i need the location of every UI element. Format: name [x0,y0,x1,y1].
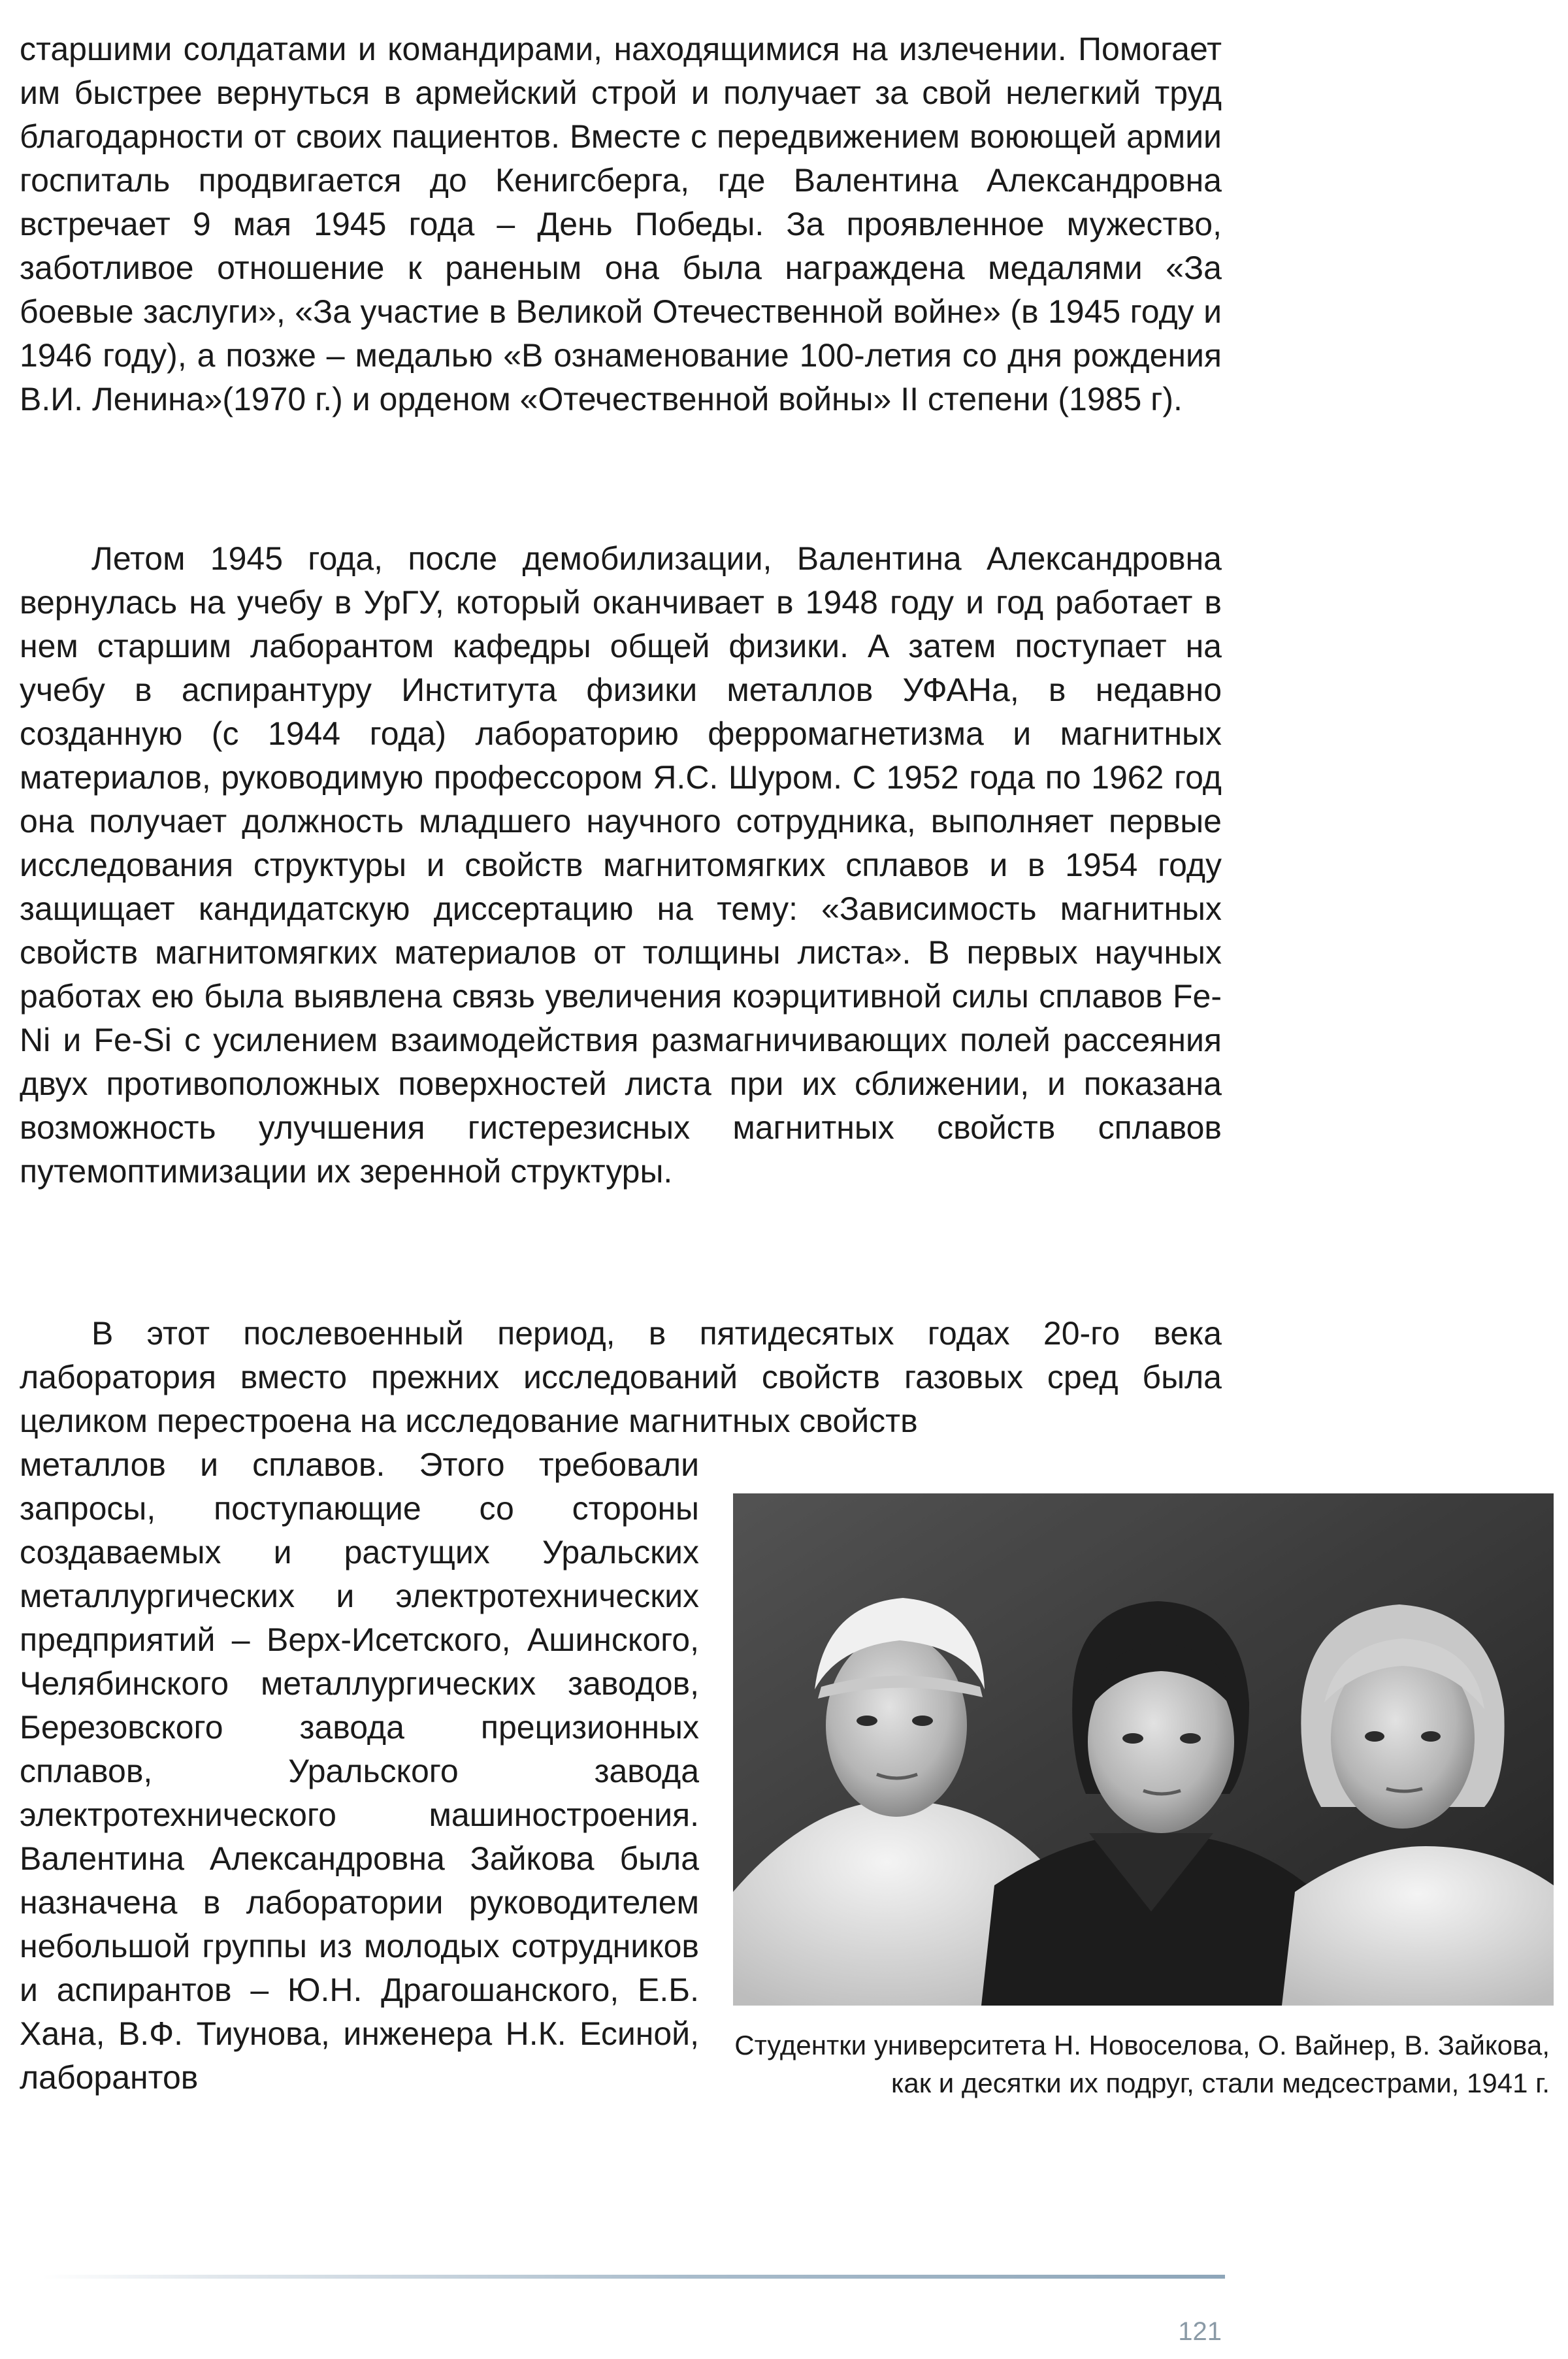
body-paragraph-1: старшими солдатами и командирами, находящимися на излечении. Помогает им быстрее вернуться в армейский строй и получает за свой нелегкий труд благодарности от своих пациентов. Вместе с передвижением воюющей армии госпиталь продвигается до Кенигсберга, где Валентина Александровна встречает 9 мая 1945 года – День Победы. За проявленное мужество, заботливое отношение к раненым она была награждена медалями «За боевые заслуги», «За участие в Великой Отечественной войне» (в 1945 году и 1946 году), а позже – медалью «В ознаменование 100-летия со дня рождения В.И. Ленина»(1970 г.) и орденом «Отечественной войны» II степени (1985 г). [20,31,1222,417]
page-number: 121 [1178,2317,1222,2346]
body-paragraph-3: В этот послевоенный период, в пятидесятых годах 20-го века лаборатория вместо прежних исследований свойств газовых сред была целиком перестроена на исследование магнитных свойств [20,1315,1222,1439]
body-paragraph-4: металлов и сплавов. Этого требовали запросы, поступающие со стороны создаваемых и растущих Уральских металлургических и электротехнических предприятий – Верх-Исетского, Ашинского, Челябинского металлургических заводов, Березовского завода прецизионных сплавов, Уральского завода электротехнического машиностроения. Валентина Александровна Зайкова была назначена в лаборатории руководителем небольшой группы из молодых сотрудников и аспирантов – Ю.Н. Драгошанского, Е.Б. Хана, В.Ф. Тиунова, инженера Н.К. Есиной, лаборантов [20,1446,699,2096]
photo-caption: Студентки университета Н. Новоселова, О. Вайнер, В. Зайкова, как и десятки их подруг, стали медсестрами, 1941 г. [734,2030,1550,2098]
footer-rule [42,2275,1225,2279]
body-paragraph-2: Летом 1945 года, после демобилизации, Валентина Александровна вернулась на учебу в УрГУ, который оканчивает в 1948 году и год работает в нем старшим лаборантом кафедры общей физики. А затем поступает на учебу в аспирантуру Института физики металлов УФАНа, в недавно созданную (с 1944 года) лабораторию ферромагнетизма и магнитных материалов, руководимую профессором Я.С. Шуром. С 1952 года по 1962 год она получает должность младшего научного сотрудника, выполняет первые исследования структуры и свойств магнитомягких сплавов и в 1954 году защищает кандидатскую диссертацию на тему: «Зависимость магнитных свойств магнитомягких материалов от толщины листа». В первых научных работах ею была выявлена связь увеличения коэрцитивной силы сплавов Fe-Ni и Fe-Si с усилением взаимодействия размагничивающих полей рассеяния двух противоположных поверхностей листа при их сближении, и показана возможность улучшения гистерезисных магнитных свойств сплавов путемоптимизации их зеренной структуры. [20,540,1222,1190]
group-photo [733,1493,1554,2006]
